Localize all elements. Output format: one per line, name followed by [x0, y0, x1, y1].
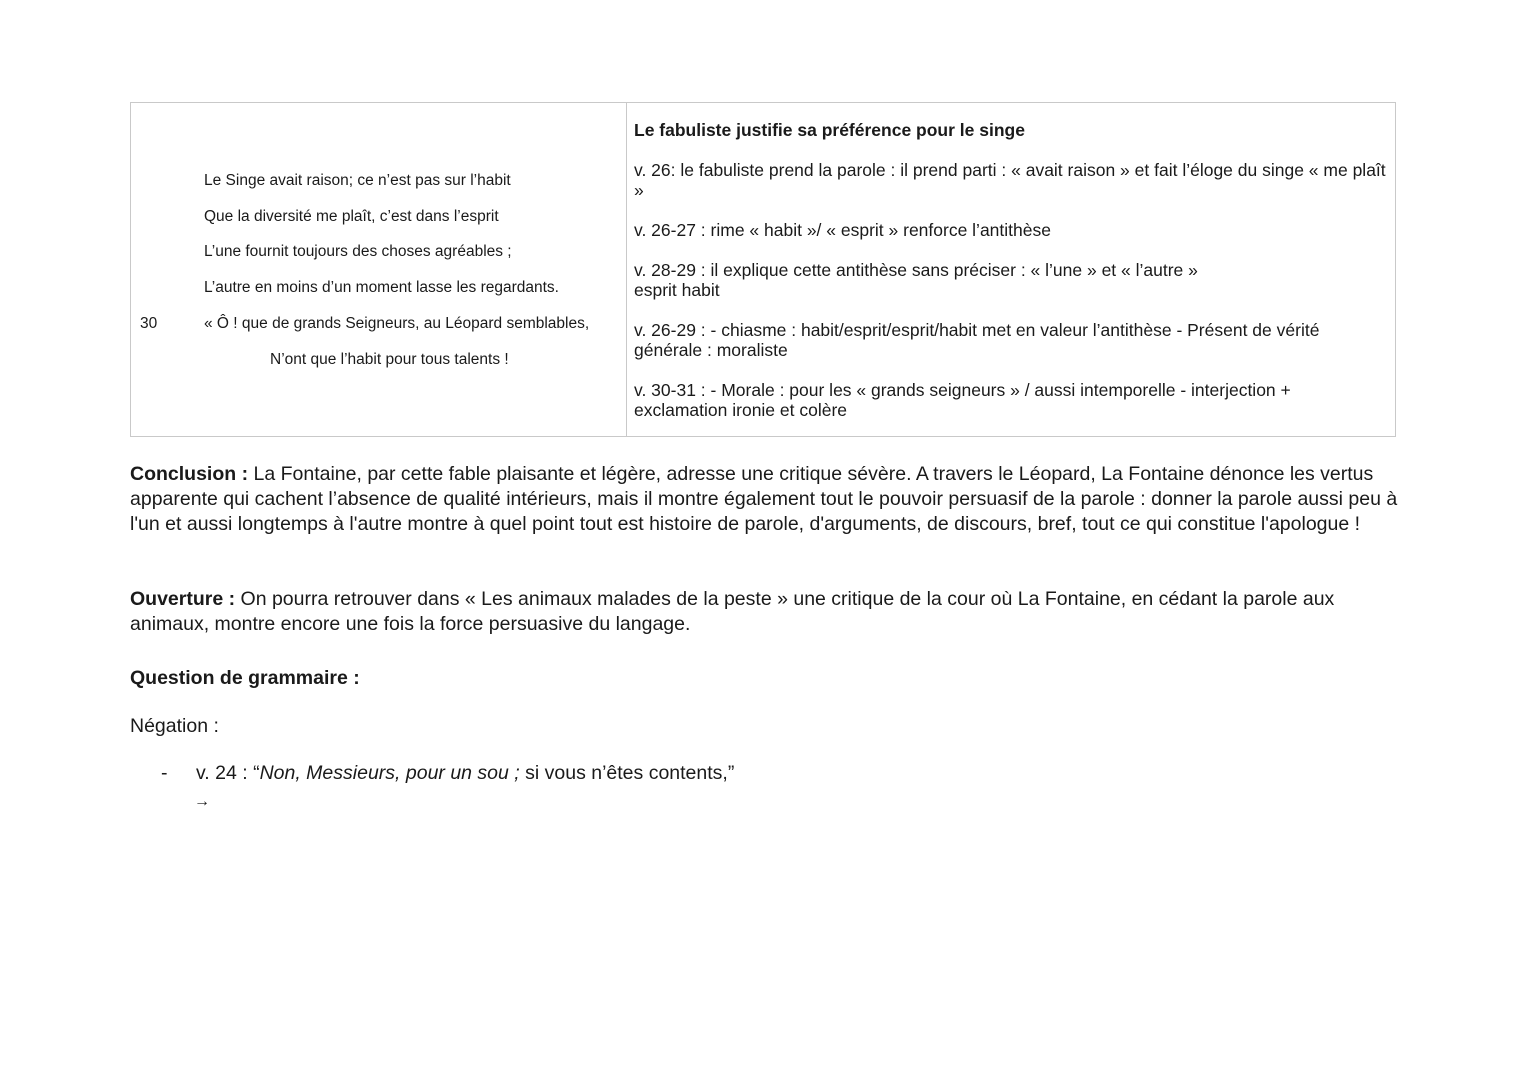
example-suffix: si vous n’êtes contents,” [519, 762, 735, 784]
poem-column [131, 103, 627, 436]
poem-line: L’une fournit toujours des choses agréables ; [204, 243, 512, 260]
negation-label: Négation : [130, 715, 219, 737]
analysis-item: v. 26: le fabuliste prend la parole : il prend parti : « avait raison » et fait l’éloge du singe « me plaît » [634, 160, 1386, 200]
example-prefix: v. 24 : “ [196, 762, 260, 784]
analysis-item: v. 28-29 : il explique cette antithèse sans préciser : « l’une » et « l’autre » esprit habit [634, 260, 1198, 300]
right-arrow-icon: → [194, 793, 210, 810]
negation-example [196, 762, 734, 785]
verse-line-number: 30 [140, 315, 158, 332]
ouverture-paragraph [130, 587, 1405, 637]
poem-line: Que la diversité me plaît, c’est dans l’esprit [204, 208, 499, 225]
grammar-heading: Question de grammaire : [130, 667, 360, 689]
poem-line: N’ont que l’habit pour tous talents ! [270, 351, 509, 368]
poem-line: « Ô ! que de grands Seigneurs, au Léopard semblables, [204, 315, 590, 332]
conclusion-text: La Fontaine, par cette fable plaisante et légère, adresse une critique sévère. A travers le Léopard, La Fontaine dénonce les vertus apparente qui cachent l’absence de qualité intérieurs, mais il montre également tout le pouvoir persuasif de la parole : donner la parole aussi peu à l'un et aussi longtemps à l'autre montre à quel point tout est histoire de parole, d'arguments, de discours, bref, tout ce qui constitue l'apologue ! [130, 463, 1398, 535]
analysis-item: v. 26-27 : rime « habit »/ « esprit » renforce l’antithèse [634, 220, 1051, 240]
analysis-heading: Le fabuliste justifie sa préférence pour le singe [634, 120, 1025, 140]
ouverture-label: Ouverture : [130, 588, 236, 610]
analysis-item: v. 26-29 : - chiasme : habit/esprit/esprit/habit met en valeur l’antithèse - Présent de vérité générale : moraliste [634, 320, 1320, 360]
ouverture-text: On pourra retrouver dans « Les animaux malades de la peste » une critique de la cour où La Fontaine, en cédant la parole aux animaux, montre encore une fois la force persuasive du langage. [130, 588, 1335, 635]
poem-line: Le Singe avait raison; ce n’est pas sur l’habit [204, 172, 511, 189]
example-quote: Non, Messieurs, pour un sou ; [259, 762, 520, 784]
conclusion-label: Conclusion : [130, 463, 249, 485]
analysis-item: v. 30-31 : - Morale : pour les « grands seigneurs » / aussi intemporelle - interjection + exclamation ironie et colère [634, 380, 1291, 420]
analysis-table [130, 102, 1396, 437]
conclusion-paragraph [130, 462, 1405, 537]
poem-line: L’autre en moins d’un moment lasse les regardants. [204, 279, 559, 296]
bullet-dash: - [161, 762, 168, 784]
analysis-column [627, 103, 1395, 436]
